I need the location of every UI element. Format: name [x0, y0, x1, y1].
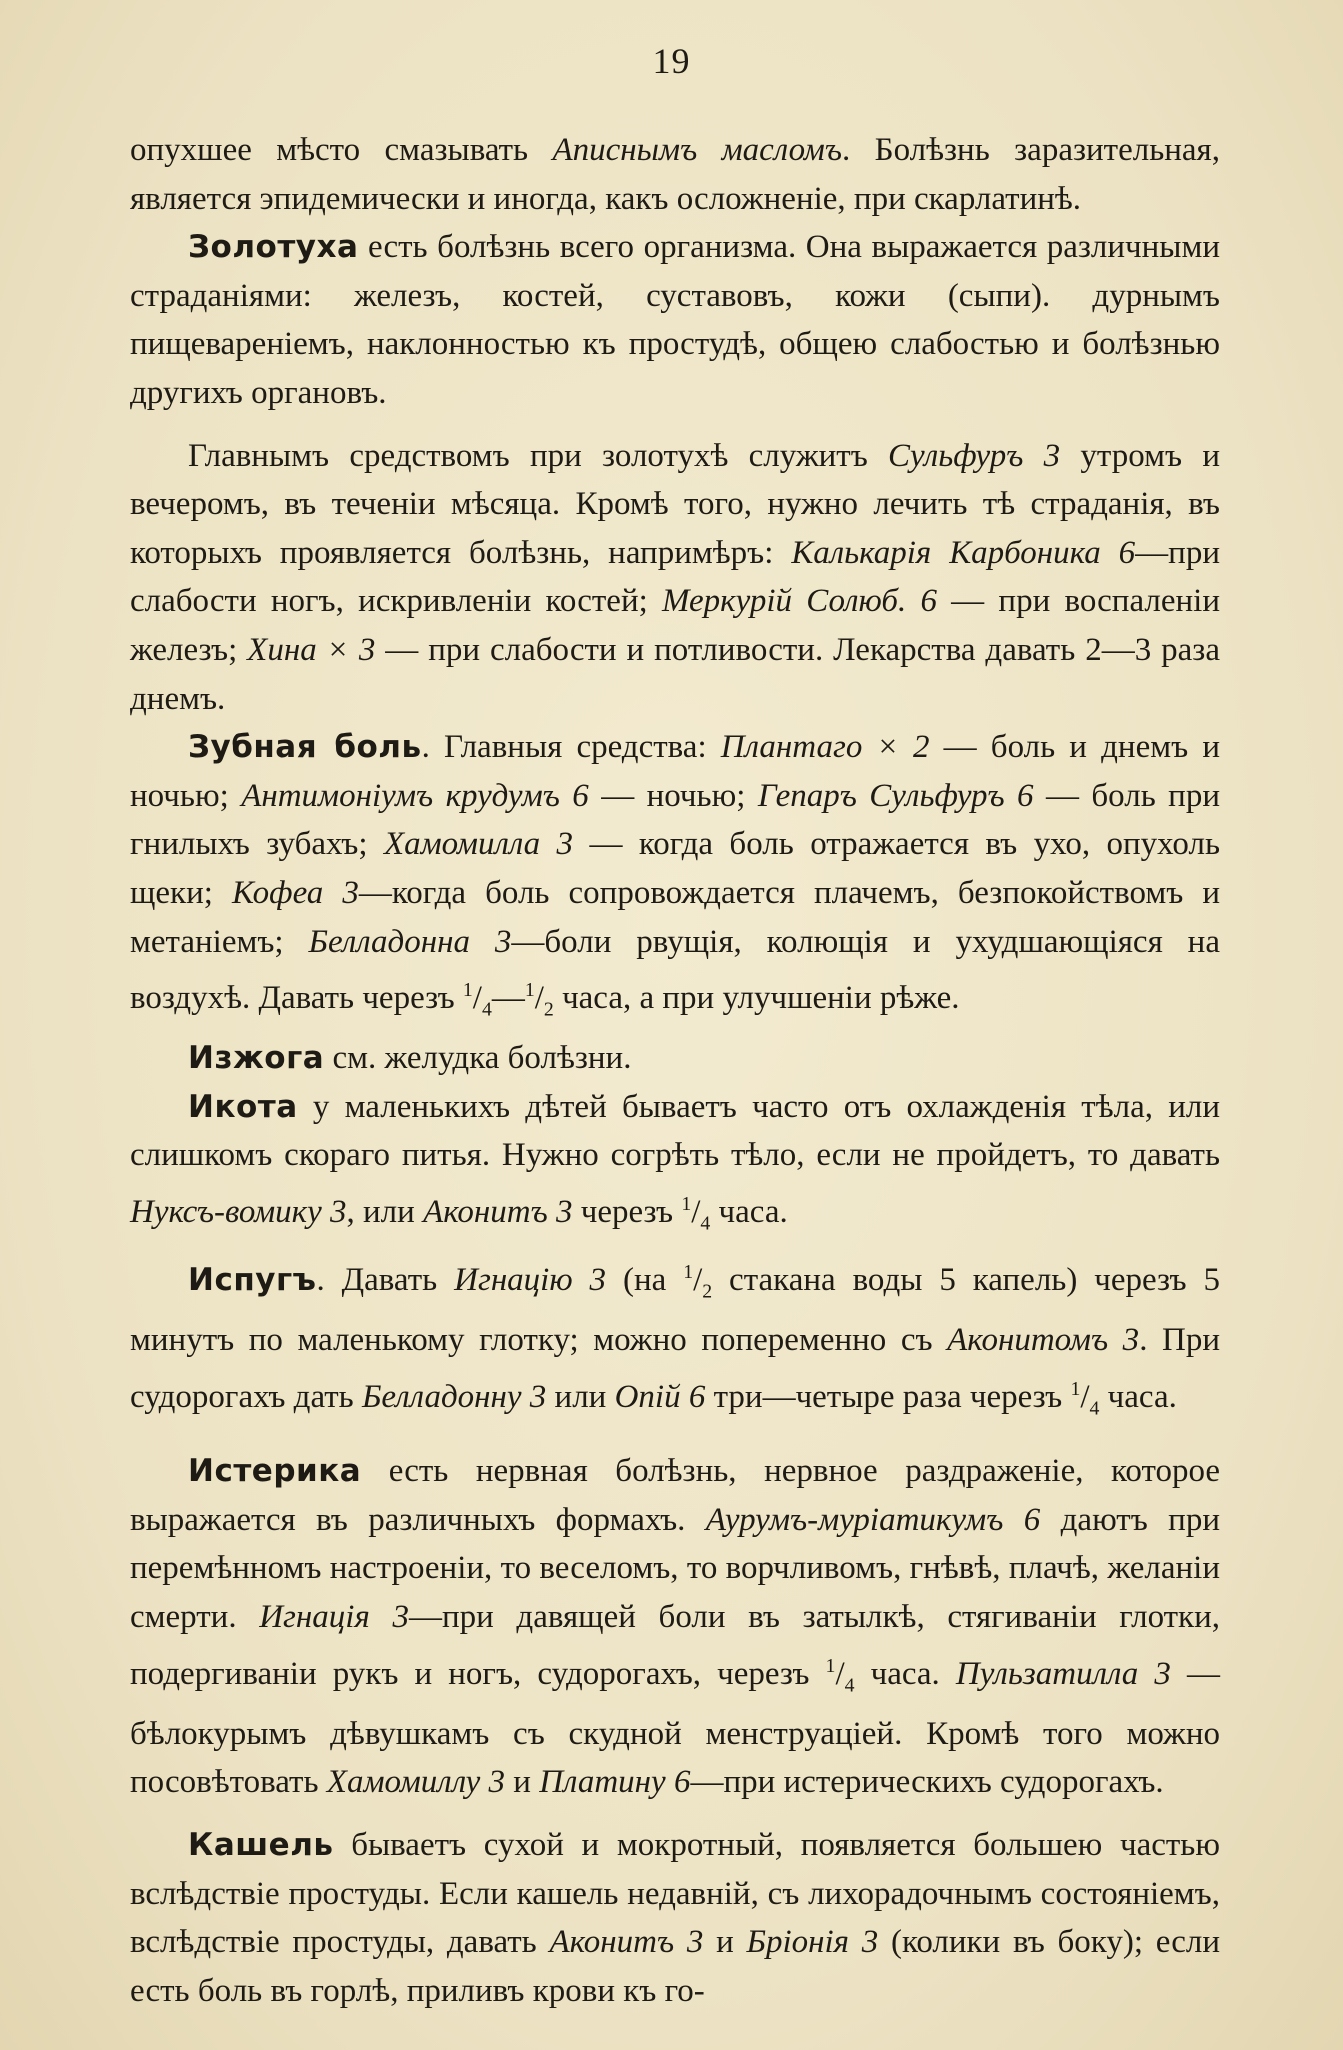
remedy-name: Нуксъ-вомику 3: [130, 1194, 347, 1231]
body-text: у маленькихъ дѣтей бываетъ часто отъ охлажденія тѣла, или слишкомъ скораго питья. Нужно согрѣть тѣло, если не пройдетъ, то давать: [130, 1088, 1220, 1174]
body-text: — бѣлокурымъ дѣвушкамъ съ скудной менструаціей. Кромѣ того можно посовѣтовать: [130, 1655, 1220, 1801]
body-text: часа.: [710, 1194, 788, 1231]
body-text: (колики въ боку); если есть боль въ горлѣ, приливъ крови къ го-: [130, 1924, 1220, 2009]
paragraph-hiccup: [130, 1083, 1220, 1248]
body-text: — боль при гнилыхъ зубахъ;: [130, 777, 1220, 863]
remedy-name: Опій 6: [614, 1379, 706, 1416]
remedy-name: Хина × 3: [247, 631, 376, 668]
remedy-name: Бріонія 3: [746, 1924, 879, 1961]
body-text: черезъ: [572, 1194, 682, 1231]
fraction-numerator: 1: [524, 979, 535, 1002]
body-text: см. желудка болѣзни.: [324, 1040, 632, 1077]
page-number: 19: [652, 41, 691, 81]
body-text: —: [491, 980, 525, 1017]
body-text: часа, а при улучшеніи рѣже.: [553, 980, 960, 1017]
body-text: и: [505, 1764, 540, 1801]
body-text: —при слабости ногъ, искривленіи костей;: [130, 534, 1220, 620]
body-text: . Давать: [316, 1262, 455, 1299]
body-text: . Болѣзнь заразительная, является эпидемически и иногда, какъ осложненіе, при скарлатинѣ.: [130, 132, 1220, 217]
remedy-name: Гепаръ Сульфуръ 6: [757, 777, 1034, 814]
paragraph-toothache: [130, 723, 1220, 1034]
paragraph-hysteria: [130, 1447, 1220, 1807]
remedy-name: Аконитъ 3: [423, 1194, 573, 1231]
remedy-name: Плантаго × 2: [720, 729, 930, 766]
fraction-numerator: 1: [1070, 1378, 1081, 1401]
body-text: — при воспаленіи железъ;: [130, 583, 1220, 668]
remedy-name: Платину 6: [539, 1764, 691, 1801]
paragraph-heartburn: [130, 1034, 1220, 1083]
fraction-numerator: 1: [462, 979, 473, 1002]
body-text: Главнымъ средствомъ при золотухѣ служитъ: [188, 437, 889, 474]
fraction-denominator: 2: [543, 998, 554, 1021]
page-body-text: [130, 126, 1220, 2015]
fraction-denominator: 4: [700, 1212, 711, 1235]
body-text: опухшее мѣсто смазывать: [130, 132, 553, 168]
remedy-name: Сульфуръ 3: [888, 437, 1061, 474]
paragraph-fright: [130, 1248, 1220, 1433]
remedy-name: Белладонна 3: [308, 923, 512, 960]
fraction: $^1/_2$: [683, 1261, 713, 1303]
body-text: —при давящей боли въ затылкѣ, стягиваніи глотки, подергиваніи рукъ и ногъ, судорогахъ, черезъ: [130, 1599, 1221, 1692]
body-text: часа.: [854, 1655, 956, 1692]
entry-heading: Золотуха: [188, 229, 359, 266]
fraction-denominator: 4: [844, 1674, 855, 1697]
body-text: часа.: [1099, 1379, 1177, 1416]
remedy-name: Аконитъ 3: [549, 1924, 704, 1961]
body-text: . Главныя средства:: [421, 729, 721, 766]
remedy-name: Аконитомъ 3: [947, 1322, 1140, 1359]
fraction: $^1/_4$: [825, 1654, 855, 1697]
body-text: — ночью;: [588, 777, 758, 814]
body-text: есть болѣзнь всего организма. Она выражается различными страданіями: железъ, костей, суставовъ, кожи (сыпи). дурнымъ пищевареніемъ, наклонностью къ простудѣ, общею слабостью и болѣзнью другихъ органовъ.: [130, 229, 1220, 411]
body-text: — боль и днемъ и ночью;: [130, 729, 1220, 814]
body-text: , или: [346, 1194, 424, 1231]
entry-heading: Икота: [188, 1088, 298, 1125]
fraction: $^1/_4$: [462, 979, 492, 1021]
remedy-name: Кофеа 3: [231, 874, 359, 911]
entry-heading: Зубная боль: [188, 729, 422, 766]
fraction: $^1/_4$: [681, 1193, 711, 1235]
remedy-name: Игнація 3: [259, 1599, 409, 1635]
fraction-numerator: 1: [683, 1261, 694, 1284]
paragraph-scrofula-treatment: [130, 432, 1220, 724]
fraction-denominator: 2: [702, 1280, 713, 1303]
body-text: бываетъ сухой и мокротный, появляется большею частью вслѣдствіе простуды. Если кашель недавній, съ лихорадочнымъ состояніемъ, вслѣдствіе простуды, давать: [130, 1826, 1220, 1961]
body-text: (на: [606, 1262, 684, 1299]
paragraph-scrofula: [130, 223, 1220, 417]
body-text: и: [703, 1924, 747, 1961]
body-text: есть нервная болѣзнь, нервное раздраженіе, которое выражается въ различныхъ формахъ.: [130, 1453, 1220, 1538]
entry-heading: Истерика: [188, 1453, 362, 1490]
body-text: —боли рвущія, колющія и ухудшающіяся на воздухѣ. Давать черезъ: [130, 923, 1220, 1017]
remedy-name: Белладонну 3: [361, 1379, 547, 1416]
body-text: три—четыре раза черезъ: [705, 1379, 1071, 1416]
fraction: $^1/_4$: [1070, 1378, 1100, 1420]
remedy-name: Аписнымъ масломъ: [552, 132, 842, 168]
body-text: стакана воды 5 капель) черезъ 5 минутъ по маленькому глотку; можно попеременно съ: [130, 1262, 1220, 1359]
remedy-name: Калькарія Карбоника 6: [791, 534, 1136, 571]
remedy-name: Меркурій Солюб. 6: [662, 583, 937, 620]
body-text: — когда боль отражается въ ухо, опухоль щеки;: [130, 826, 1220, 911]
remedy-name: Игнацію 3: [454, 1262, 607, 1299]
body-text: —при истерическихъ судорогахъ.: [690, 1764, 1164, 1801]
body-text: даютъ при перемѣнномъ настроеніи, то веселомъ, то ворчливомъ, гнѣвѣ, плачѣ, желаніи смерти.: [130, 1501, 1220, 1635]
fraction-numerator: 1: [681, 1193, 692, 1216]
body-text: —когда боль сопровождается плачемъ, безпокойствомъ и метаніемъ;: [130, 874, 1220, 960]
remedy-name: Хамомилла 3: [383, 826, 574, 863]
body-text: или: [546, 1379, 615, 1416]
fraction-denominator: 4: [1089, 1397, 1100, 1420]
body-text: . При судорогахъ дать: [130, 1322, 1220, 1416]
entry-heading: Изжога: [188, 1040, 325, 1077]
fraction-denominator: 4: [481, 998, 492, 1021]
body-text: утромъ и вечеромъ, въ теченіи мѣсяца. Кромѣ того, нужно лечить тѣ страданія, въ которыхъ проявляется болѣзнь, напримѣръ:: [130, 437, 1220, 571]
paragraph-cough: [130, 1821, 1220, 2015]
paragraph-swelling-continued: [130, 126, 1220, 223]
entry-heading: Испугъ: [188, 1262, 317, 1299]
remedy-name: Пульзатилла 3: [955, 1655, 1171, 1692]
remedy-name: Аурумъ-муріатикумъ 6: [705, 1501, 1041, 1538]
fraction: $^1/_2$: [524, 979, 554, 1021]
remedy-name: Антимоніумъ крудумъ 6: [241, 777, 589, 814]
body-text: — при слабости и потливости. Лекарства давать 2—3 раза днемъ.: [130, 631, 1220, 717]
fraction-numerator: 1: [825, 1654, 836, 1677]
entry-heading: Кашель: [188, 1826, 334, 1863]
remedy-name: Хамомиллу 3: [326, 1764, 506, 1801]
